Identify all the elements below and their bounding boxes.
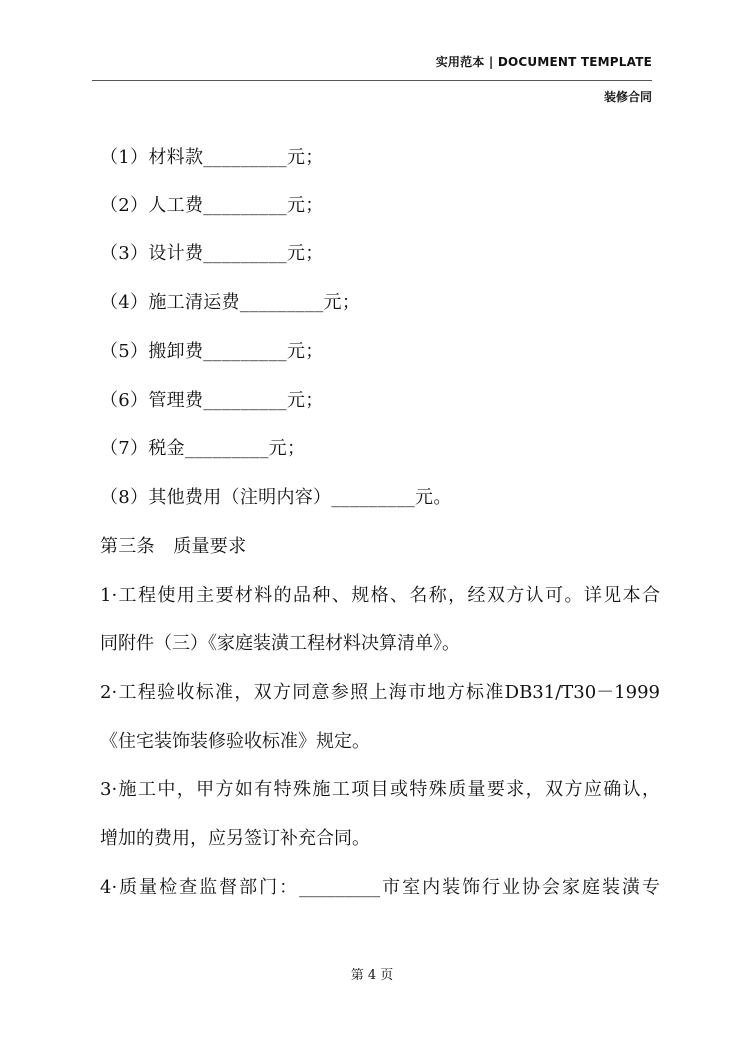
- paragraph-1-line-1: 1·工程使用主要材料的品种、规格、名称，经双方认可。详见本合: [100, 585, 660, 606]
- fee-item-materials: （1）材料款_________元；: [100, 147, 324, 168]
- paragraph-2-line-1: 2·工程验收标准，双方同意参照上海市地方标准DB31/T30－1999: [100, 682, 660, 703]
- page-header-subtitle: 装修合同: [603, 90, 652, 104]
- paragraph-4-line-1: 4·质量检查监督部门：_________市室内装饰行业协会家庭装潢专: [100, 877, 660, 898]
- fee-item-design: （3）设计费_________元；: [100, 243, 324, 264]
- header-divider: [92, 80, 652, 81]
- fee-item-other: （8）其他费用（注明内容）_________元。: [100, 487, 452, 508]
- fee-item-tax: （7）税金_________元；: [100, 438, 306, 459]
- fee-item-management: （6）管理费_________元；: [100, 390, 324, 411]
- fee-item-cleanup: （4）施工清运费_________元；: [100, 292, 361, 313]
- page-header-title: 实用范本 | DOCUMENT TEMPLATE: [435, 55, 652, 69]
- section-title: 第三条 质量要求: [100, 536, 247, 557]
- fee-item-handling: （5）搬卸费_________元；: [100, 341, 324, 362]
- fee-item-labor: （2）人工费_________元；: [100, 195, 324, 216]
- page-number: 第 4 页: [350, 968, 394, 983]
- paragraph-2-line-2: 《住宅装饰装修验收标准》规定。: [100, 731, 370, 752]
- paragraph-3-line-1: 3·施工中，甲方如有特殊施工项目或特殊质量要求，双方应确认，: [100, 779, 660, 800]
- paragraph-3-line-2: 增加的费用，应另签订补充合同。: [100, 828, 370, 849]
- paragraph-1-line-2: 同附件（三）《家庭装潢工程材料决算清单》。: [100, 633, 460, 654]
